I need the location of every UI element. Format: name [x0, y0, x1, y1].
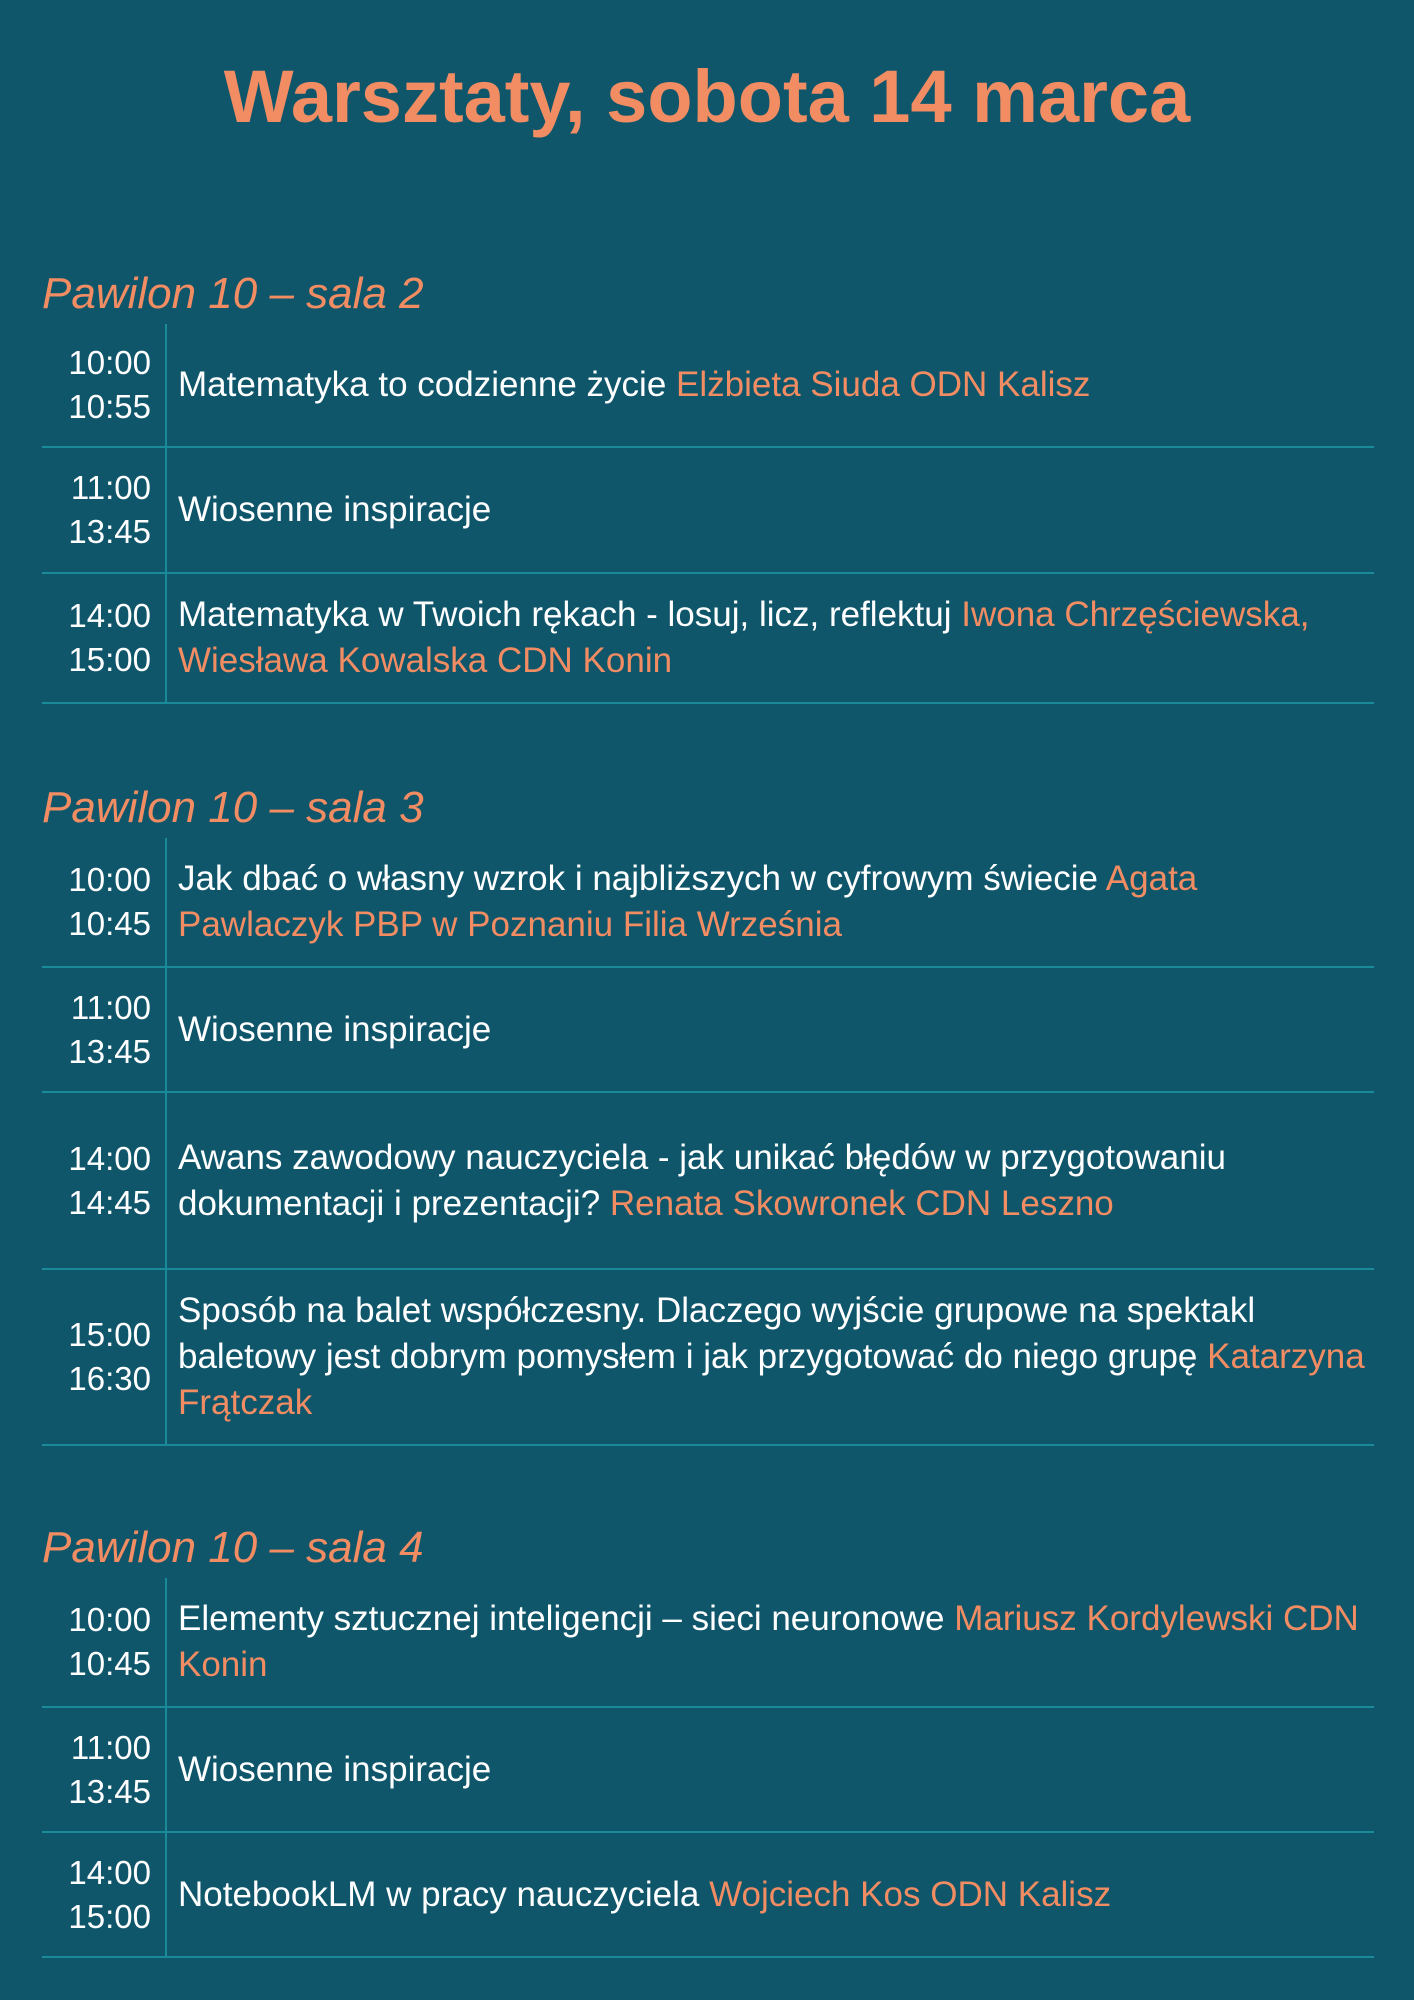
session-description [167, 1270, 1374, 1444]
start-time: 11:00 [70, 1728, 151, 1766]
section-sala-3 [42, 782, 1374, 1446]
session-topic: Matematyka w Twoich rękach - losuj, licz, reflektuj [178, 595, 952, 634]
session-speaker: Wojciech Kos ODN Kalisz [709, 1874, 1112, 1914]
session-topic: Jak dbać o własny wzrok i najbliższych w cyfrowym świecie [178, 859, 1098, 898]
end-time: 14:45 [68, 1183, 151, 1221]
time-cell [42, 968, 167, 1091]
page-title: Warsztaty, sobota 14 marca [223, 55, 1191, 138]
section-title: Pawilon 10 – sala 4 [42, 1523, 424, 1572]
start-time: 11:00 [70, 469, 151, 506]
section-title: Pawilon 10 – sala 3 [42, 783, 424, 832]
end-time: 13:45 [68, 1032, 151, 1070]
end-time: 10:45 [68, 1645, 151, 1682]
schedule-row [42, 1833, 1374, 1958]
end-time: 13:45 [68, 1772, 151, 1810]
schedule-row [42, 838, 1374, 968]
start-time: 14:00 [68, 597, 151, 634]
session-description [167, 1833, 1374, 1956]
session-topic: NotebookLM w pracy nauczyciela [178, 1874, 700, 1914]
session-speaker: Katarzyna Frątczak [178, 1337, 1365, 1422]
session-speaker: Elżbieta Siuda ODN Kalisz [676, 365, 1091, 404]
session-speaker: Iwona Chrzęściewska, Wiesława Kowalska CDN Konin [178, 595, 1310, 680]
session-topic: Elementy sztucznej inteligencji – sieci neuronowe [178, 1599, 945, 1638]
end-time: 13:45 [68, 513, 151, 550]
session-description [167, 324, 1374, 446]
session-topic: Wiosenne inspiracje [178, 1009, 492, 1049]
start-time: 10:00 [68, 861, 151, 898]
end-time: 10:45 [68, 905, 151, 942]
time-cell [42, 1270, 167, 1444]
section-sala-2 [42, 268, 1374, 704]
session-description [167, 968, 1374, 1091]
time-cell [42, 574, 167, 702]
schedule-row [42, 1093, 1374, 1270]
start-time: 14:00 [68, 1139, 151, 1177]
schedule-row [42, 448, 1374, 574]
session-description [167, 448, 1374, 572]
schedule-row [42, 1578, 1374, 1708]
start-time: 10:00 [68, 344, 151, 381]
schedule-row [42, 1270, 1374, 1446]
session-topic: Awans zawodowy nauczyciela - jak unikać błędów w przygotowaniu dokumentacji i prezentacji? [178, 1137, 1226, 1223]
session-description [167, 1093, 1374, 1268]
schedule-row [42, 574, 1374, 704]
time-cell [42, 838, 167, 966]
time-cell [42, 1708, 167, 1831]
start-time: 10:00 [68, 1601, 151, 1638]
start-time: 11:00 [70, 988, 151, 1026]
session-topic: Wiosenne inspiracje [178, 1749, 492, 1789]
session-topic: Sposób na balet współczesny. Dlaczego wyjście grupowe na spektakl baletowy jest dobrym pomysłem i jak przygotować do niego grupę [178, 1291, 1256, 1376]
schedule-row [42, 1708, 1374, 1833]
session-topic: Matematyka to codzienne życie [178, 365, 667, 404]
session-speaker: Mariusz Kordylewski CDN Konin [178, 1599, 1359, 1684]
start-time: 15:00 [68, 1316, 151, 1353]
session-description [167, 574, 1374, 702]
section-title: Pawilon 10 – sala 2 [42, 269, 424, 318]
time-cell [42, 1093, 167, 1268]
session-description [167, 1578, 1374, 1706]
schedule-row [42, 324, 1374, 448]
time-cell [42, 448, 167, 572]
section-sala-4 [42, 1522, 1374, 1958]
end-time: 16:30 [68, 1360, 151, 1397]
time-cell [42, 324, 167, 446]
end-time: 10:55 [68, 388, 151, 425]
end-time: 15:00 [68, 1897, 151, 1935]
session-speaker: Renata Skowronek CDN Leszno [609, 1183, 1114, 1223]
session-description [167, 838, 1374, 966]
schedule-row [42, 968, 1374, 1093]
end-time: 15:00 [68, 641, 151, 678]
session-topic: Wiosenne inspiracje [178, 490, 492, 529]
start-time: 14:00 [68, 1853, 151, 1891]
session-description [167, 1708, 1374, 1831]
time-cell [42, 1833, 167, 1956]
time-cell [42, 1578, 167, 1706]
session-speaker: Agata Pawlaczyk PBP w Poznaniu Filia Września [178, 859, 1198, 944]
